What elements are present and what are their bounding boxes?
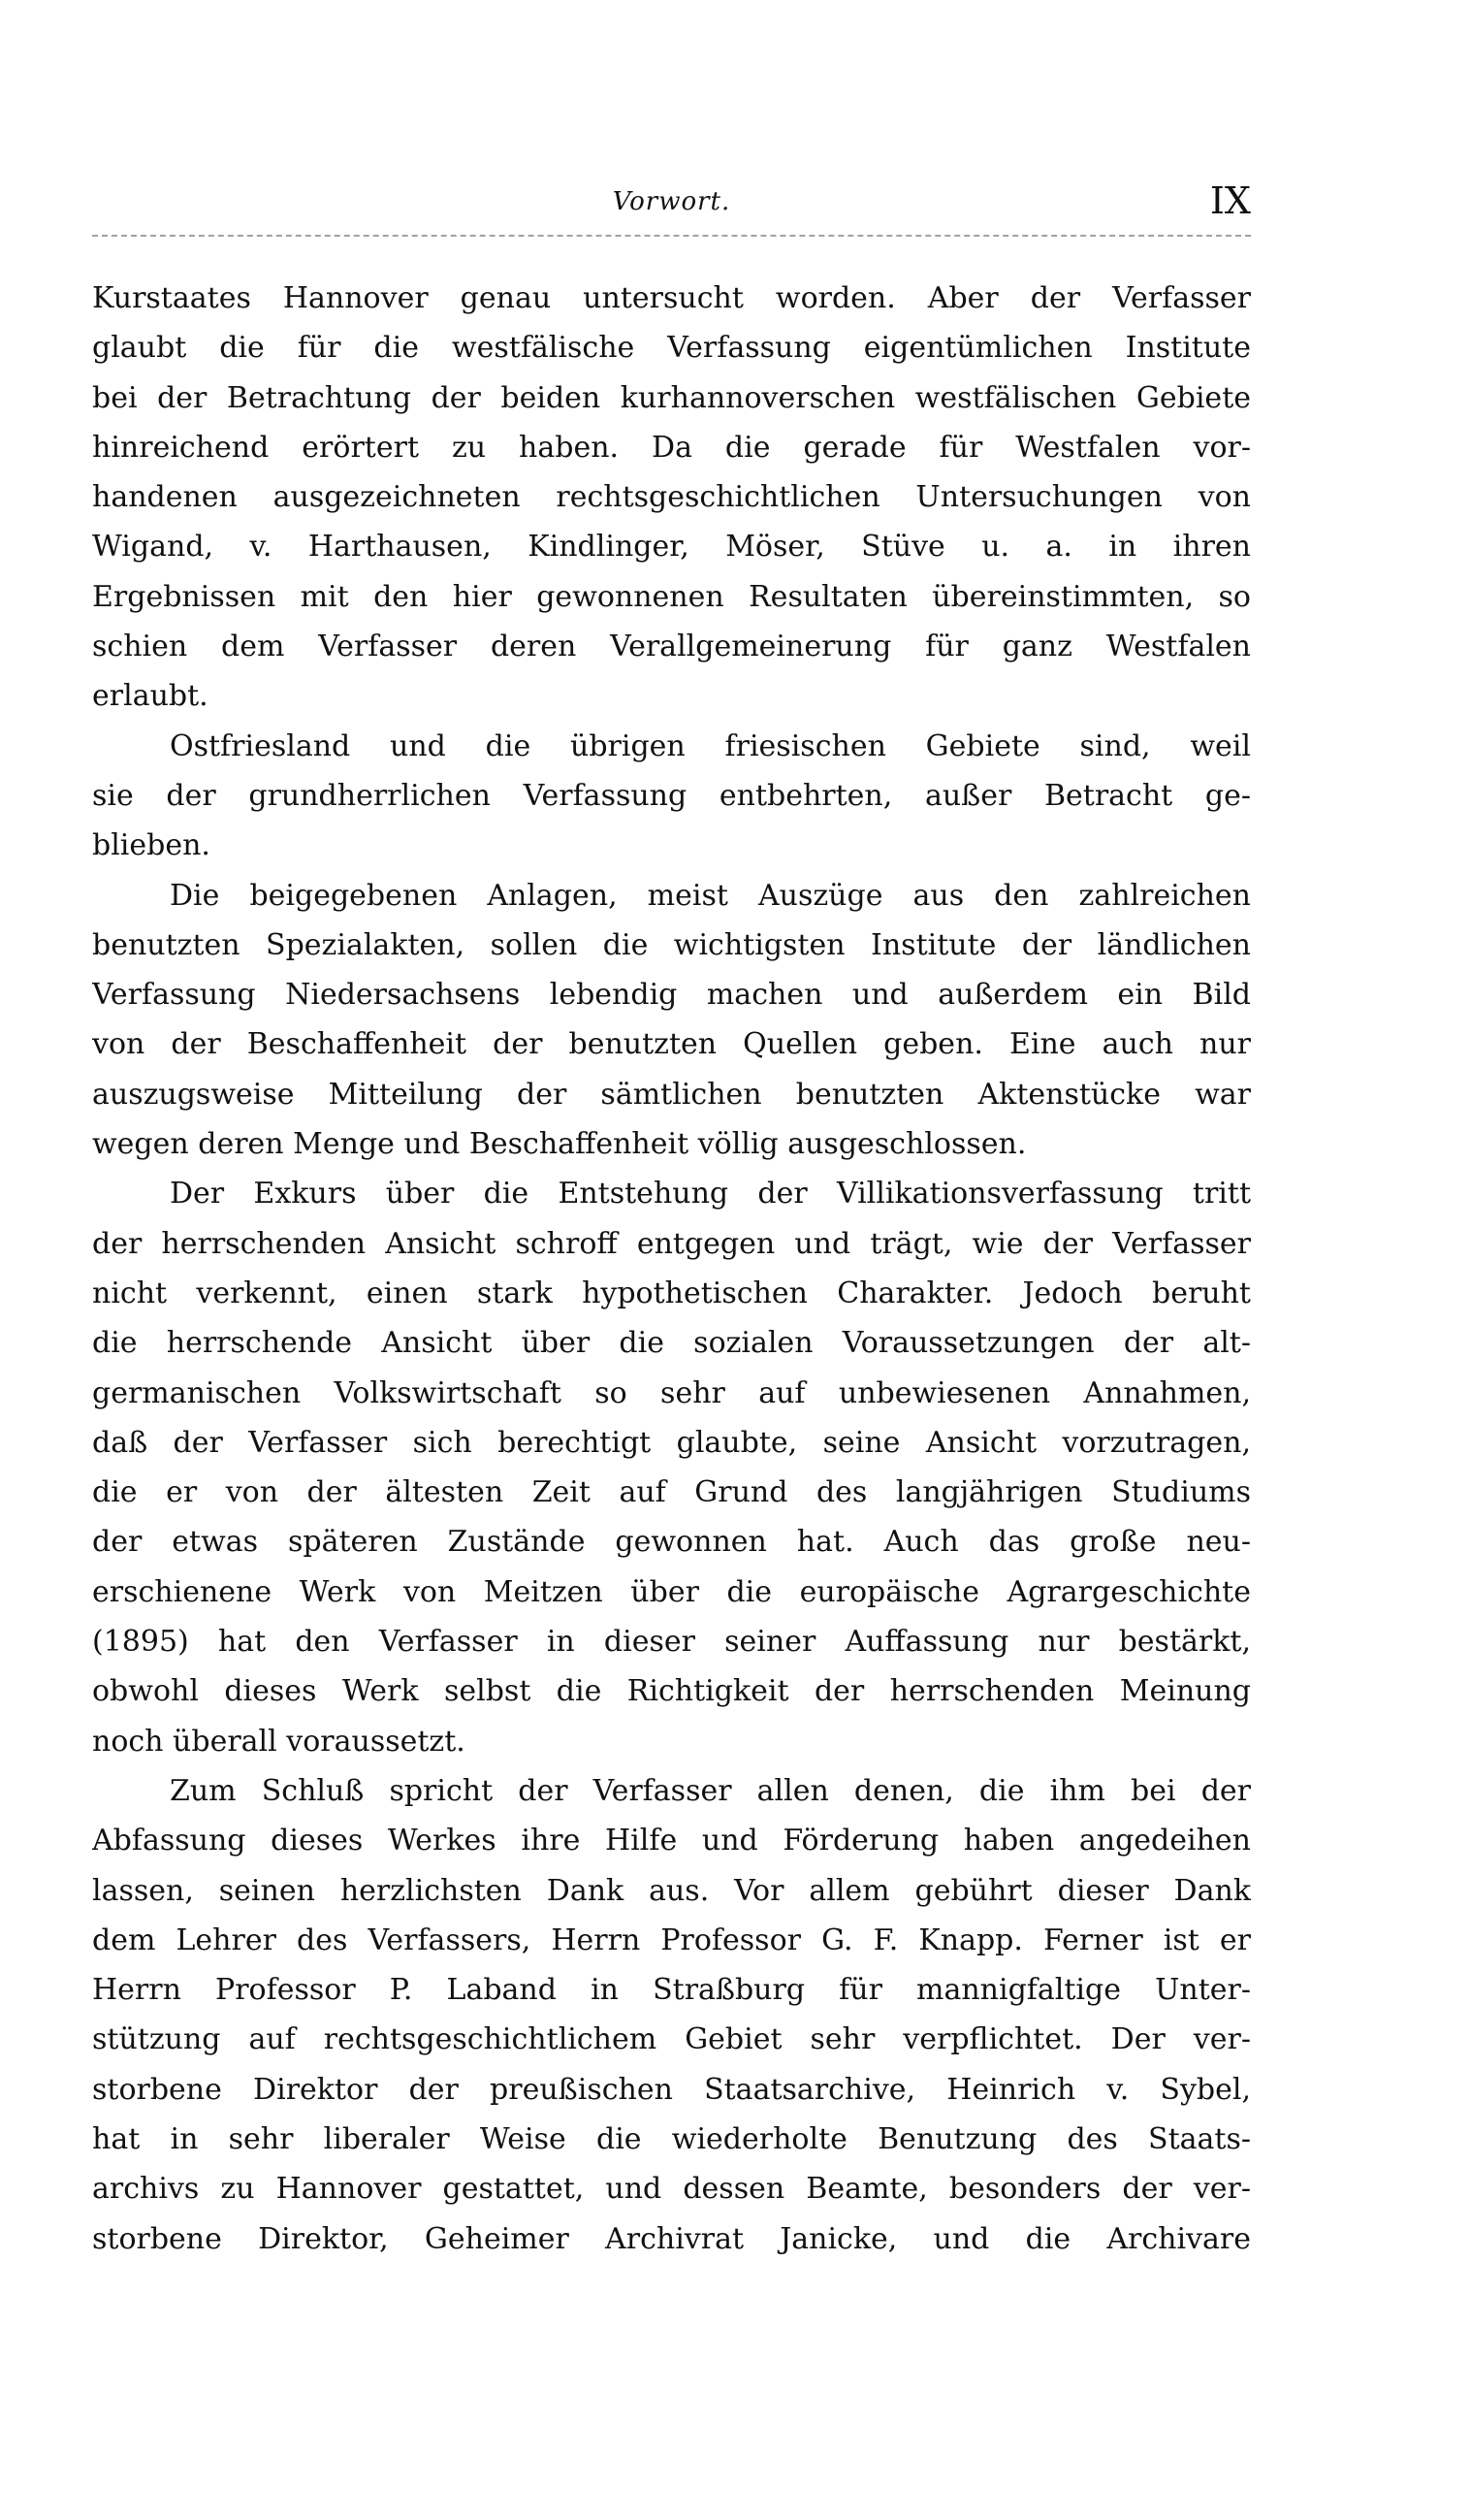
text-line: storbene Direktor, Geheimer Archivrat Janicke, und die Archivare [92, 2221, 1251, 2256]
text-line: daß der Verfasser sich berechtigt glaubte, seine Ansicht vorzutragen, [92, 1425, 1251, 1460]
text-line: bei der Betrachtung der beiden kurhannoverschen westfälischen Gebiete [92, 380, 1251, 415]
text-line: blieben. [92, 828, 210, 863]
text-line: erlaubt. [92, 679, 208, 714]
text-line: wegen deren Menge und Beschaffenheit völlig ausgeschlossen. [92, 1127, 1027, 1162]
text-line: (1895) hat den Verfasser in dieser seiner Auffassung nur bestärkt, [92, 1625, 1251, 1660]
text-line: noch überall voraussetzt. [92, 1724, 465, 1759]
page-header [92, 179, 1251, 228]
header-rule [92, 235, 1251, 237]
paragraph [92, 871, 1251, 1170]
text-line: auszugsweise Mitteilung der sämtlichen benutzten Aktenstücke war [92, 1077, 1251, 1112]
text-line: Herrn Professor P. Laband in Straßburg für mannigfaltige Unter- [92, 1973, 1251, 2008]
text-line: der herrschenden Ansicht schroff entgegen und trägt, wie der Verfasser [92, 1226, 1251, 1261]
text-line: nicht verkennt, einen stark hypothetischen Charakter. Jedoch beruht [92, 1276, 1251, 1310]
paragraph [92, 722, 1251, 871]
text-line: Verfassung Niedersachsens lebendig machen und außerdem ein Bild [92, 978, 1251, 1013]
text-line: Der Exkurs über die Entstehung der Villikationsverfassung tritt [170, 1177, 1251, 1212]
text-line: Kurstaates Hannover genau untersucht worden. Aber der Verfasser [92, 281, 1251, 315]
text-line: lassen, seinen herzlichsten Dank aus. Vor allem gebührt dieser Dank [92, 1873, 1251, 1908]
running-title: Vorwort. [612, 187, 731, 216]
text-line: Zum Schluß spricht der Verfasser allen denen, die ihm bei der [170, 1773, 1251, 1808]
text-line: storbene Direktor der preußischen Staatsarchive, Heinrich v. Sybel, [92, 2072, 1251, 2107]
text-line: hat in sehr liberaler Weise die wiederholte Benutzung des Staats- [92, 2121, 1251, 2156]
text-line: dem Lehrer des Verfassers, Herrn Professor G. F. Knapp. Ferner ist er [92, 1922, 1251, 1957]
paragraph [92, 1766, 1251, 2264]
text-line: die herrschende Ansicht über die sozialen Voraussetzungen der alt- [92, 1326, 1251, 1361]
text-line: Abfassung dieses Werkes ihre Hilfe und Förderung haben angedeihen [92, 1824, 1251, 1858]
text-line: obwohl dieses Werk selbst die Richtigkeit der herrschenden Meinung [92, 1674, 1251, 1709]
text-line: die er von der ältesten Zeit auf Grund des langjährigen Studiums [92, 1475, 1251, 1510]
text-line: der etwas späteren Zustände gewonnen hat. Auch das große neu- [92, 1525, 1251, 1560]
page-body [92, 274, 1251, 2264]
paragraph [92, 1169, 1251, 1766]
text-line: Ergebnissen mit den hier gewonnenen Resultaten übereinstimmten, so [92, 579, 1251, 614]
text-line: hinreichend erörtert zu haben. Da die gerade für Westfalen vor- [92, 430, 1251, 465]
text-line: von der Beschaffenheit der benutzten Quellen geben. Eine auch nur [92, 1027, 1251, 1062]
text-line: Wigand, v. Harthausen, Kindlinger, Möser, Stüve u. a. in ihren [92, 530, 1251, 565]
text-line: handenen ausgezeichneten rechtsgeschichtlichen Untersuchungen von [92, 480, 1251, 515]
text-line: sie der grundherrlichen Verfassung entbehrten, außer Betracht ge- [92, 778, 1251, 813]
text-line: Ostfriesland und die übrigen friesischen Gebiete sind, weil [170, 728, 1251, 763]
text-line: erschienene Werk von Meitzen über die europäische Agrargeschichte [92, 1574, 1251, 1609]
text-line: Die beigegebenen Anlagen, meist Auszüge aus den zahlreichen [170, 878, 1251, 913]
paragraph [92, 274, 1251, 722]
text-line: archivs zu Hannover gestattet, und dessen Beamte, besonders der ver- [92, 2172, 1251, 2207]
text-line: stützung auf rechtsgeschichtlichem Gebiet sehr verpflichtet. Der ver- [92, 2022, 1251, 2057]
text-line: schien dem Verfasser deren Verallgemeinerung für ganz Westfalen [92, 630, 1251, 664]
text-line: glaubt die für die westfälische Verfassung eigentümlichen Institute [92, 331, 1251, 366]
text-line: germanischen Volkswirtschaft so sehr auf unbewiesenen Annahmen, [92, 1375, 1251, 1410]
text-line: benutzten Spezialakten, sollen die wichtigsten Institute der ländlichen [92, 927, 1251, 962]
page-number: IX [1209, 179, 1251, 222]
